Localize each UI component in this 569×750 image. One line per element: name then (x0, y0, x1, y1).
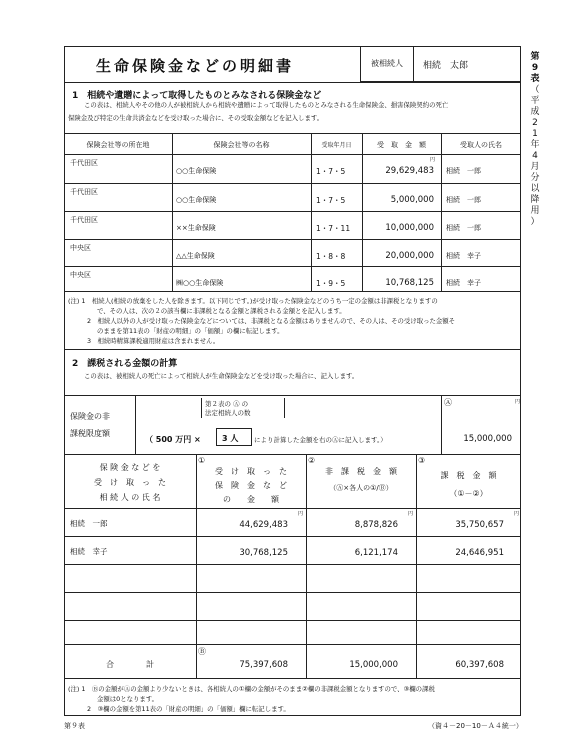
col3-2: （①－②） (449, 489, 488, 498)
col-heir-3: 相 続 人 の 氏 名 (99, 493, 161, 502)
row-recipient: 相続 一郎 (446, 224, 481, 232)
s1-note-4: のままを第11表の「財産の明細」の「価額」の欄に転記します。 (97, 327, 284, 335)
total-taxable: 60,397,608 (455, 660, 504, 670)
formula-base: （ 500 万円 × (145, 435, 201, 444)
col3-mark: ③ (418, 456, 426, 465)
row-date: 1・8・8 (316, 252, 346, 261)
total-mark: Ⓑ (198, 647, 206, 656)
row-location: 千代田区 (70, 159, 98, 167)
row-amount: 20,000,000 (385, 251, 434, 261)
side-note: （ 平 成 2 1 年 4 月 分 以 降 用 ） (530, 85, 540, 227)
heir-count: 3 人 (222, 434, 239, 443)
row-recipient: 相続 一郎 (446, 196, 481, 204)
footer-right: （資４－20－10－Ａ４統一） (428, 722, 523, 730)
col2-1: 非 課 税 金 額 (325, 467, 397, 476)
row-recipient: 相続 幸子 (446, 279, 481, 287)
total-received: 75,397,608 (239, 660, 288, 670)
s1-note-2: で、その人は、次の２の該当欄に非課税となる金額と課税される金額とを記入します。 (97, 307, 346, 315)
col-heir-2: 受 け 取 っ た (94, 478, 166, 487)
total-nontaxable: 15,000,000 (349, 660, 398, 670)
col3-1: 課 税 金 額 (440, 471, 497, 480)
row-date: 1・7・5 (316, 196, 346, 205)
row-location: 千代田区 (70, 188, 98, 196)
row-received: 30,768,125 (239, 548, 288, 558)
col1-3: の 金 額 (223, 495, 279, 504)
s1-note-3: 2 相続人以外の人が受け取った保険金などについては、非課税となる金額はありませんので、その人は、その受け取った金額そ (87, 317, 456, 325)
row-amount: 10,768,125 (385, 278, 434, 288)
row-amount: 29,629,483 (385, 166, 434, 176)
s2-note-1: (注) 1 Ⓑの金額がⒶの金額より少ないときは、各相続人の①欄の金額がそのまま②欄の非課税金額となりますので、③欄の課税 (68, 685, 435, 693)
total-label: 合 計 (106, 660, 154, 669)
form-title: 生命保険金などの明細書 (96, 57, 295, 75)
row-heir-name: 相続 幸子 (70, 547, 108, 556)
row-taxable: 24,646,951 (455, 548, 504, 558)
s1-note-1: (注) 1 相続人(相続の放棄をした人を除きます。以下同じです。)が受け取った保険金などのうち一定の金額は非課税となりますの (68, 297, 438, 305)
heir-label: 被相続人 (361, 46, 414, 81)
col-heir-1: 保 険 金 な ど を (99, 463, 161, 472)
col-location: 保険会社等の所在地 (86, 141, 150, 149)
heir-name: 相続 太郎 (423, 61, 469, 71)
row-taxable: 35,750,657 (455, 520, 504, 530)
limit-label-1: 保険金の非 (70, 412, 110, 421)
col1-mark: ① (198, 456, 206, 465)
heir-name-box (360, 46, 521, 82)
s2-note-3: 2 ③欄の金額を第11表の「財産の明細」の「価額」欄に転記します。 (87, 705, 290, 713)
s1-note-5: 3 相続時精算課税適用財産は含まれません。 (87, 337, 220, 345)
yen-unit: 円 (430, 157, 436, 163)
row-nontaxable: 6,121,174 (354, 548, 398, 558)
col1-1: 受 け 取 っ た (215, 467, 287, 476)
row-company: △△生命保険 (176, 252, 215, 260)
section2-desc: この表は、被相続人の死亡によって相続人が生命保険金などを受け取った場合に、記入します。 (84, 372, 359, 380)
col2-mark: ② (308, 456, 316, 465)
row-location: 中央区 (70, 244, 91, 252)
col-recipient: 受取人の氏名 (460, 141, 502, 149)
section2-heading: 2 課税される金額の計算 (72, 359, 178, 369)
row-date: 1・7・5 (316, 167, 346, 176)
row-recipient: 相続 幸子 (446, 252, 481, 260)
row-recipient: 相続 一郎 (446, 167, 481, 175)
limit-value: 15,000,000 (463, 434, 512, 444)
section1-desc-2: 保険金及び特定の生命共済金などを受け取った場合に、その受取金額などを記入します。 (68, 114, 324, 122)
row-company: ××生命保険 (176, 224, 216, 232)
row-received: 44,629,483 (239, 520, 288, 530)
yen-unit-2: 円 (515, 399, 521, 405)
row-date: 1・7・11 (316, 224, 351, 233)
col-amount: 受 取 金 額 (377, 141, 426, 149)
section1-desc-1: この表は、相続人やその他の人が被相続人から相続や遺贈によって取得したものとみなされる生命保険金、損害保険契約の死亡 (84, 101, 449, 109)
mark-a: Ⓐ (444, 398, 452, 407)
row-company: ○○生命保険 (176, 196, 217, 204)
row-company: ㈱○○生命保険 (176, 279, 224, 287)
col1-2: 保 険 金 な ど (215, 481, 287, 490)
row-location: 中央区 (70, 271, 91, 279)
col2-formula: （Ⓐ×各人の①/Ⓑ） (329, 484, 393, 492)
footer-left: 第９表 (64, 722, 85, 730)
section1-heading: 1 相続や遺贈によって取得したものとみなされる保険金など (72, 91, 322, 101)
divider (64, 82, 521, 83)
formula-tail: により計算した金額を右のⒶに記入します。） (254, 436, 387, 444)
row-date: 1・9・5 (316, 279, 346, 288)
row-company: ○○生命保険 (176, 167, 217, 175)
row-location: 千代田区 (70, 216, 98, 224)
limit-label-2: 課税限度額 (70, 429, 110, 438)
side-label: 第 9 表 （ 平 成 2 1 年 4 月 分 以 降 用 ） (528, 52, 542, 228)
formula-ref-1: 第２表の Ⓐ の (205, 400, 249, 408)
col-company: 保険会社等の名称 (213, 141, 270, 149)
row-nontaxable: 8,878,826 (354, 520, 398, 530)
formula-ref-2: 法定相続人の数 (205, 409, 251, 417)
row-amount: 5,000,000 (390, 195, 434, 205)
row-amount: 10,000,000 (385, 223, 434, 233)
col-date: 受取年月日 (321, 142, 352, 149)
s2-note-2: 金額は0となります。 (97, 695, 159, 703)
row-heir-name: 相続 一郎 (70, 519, 108, 528)
